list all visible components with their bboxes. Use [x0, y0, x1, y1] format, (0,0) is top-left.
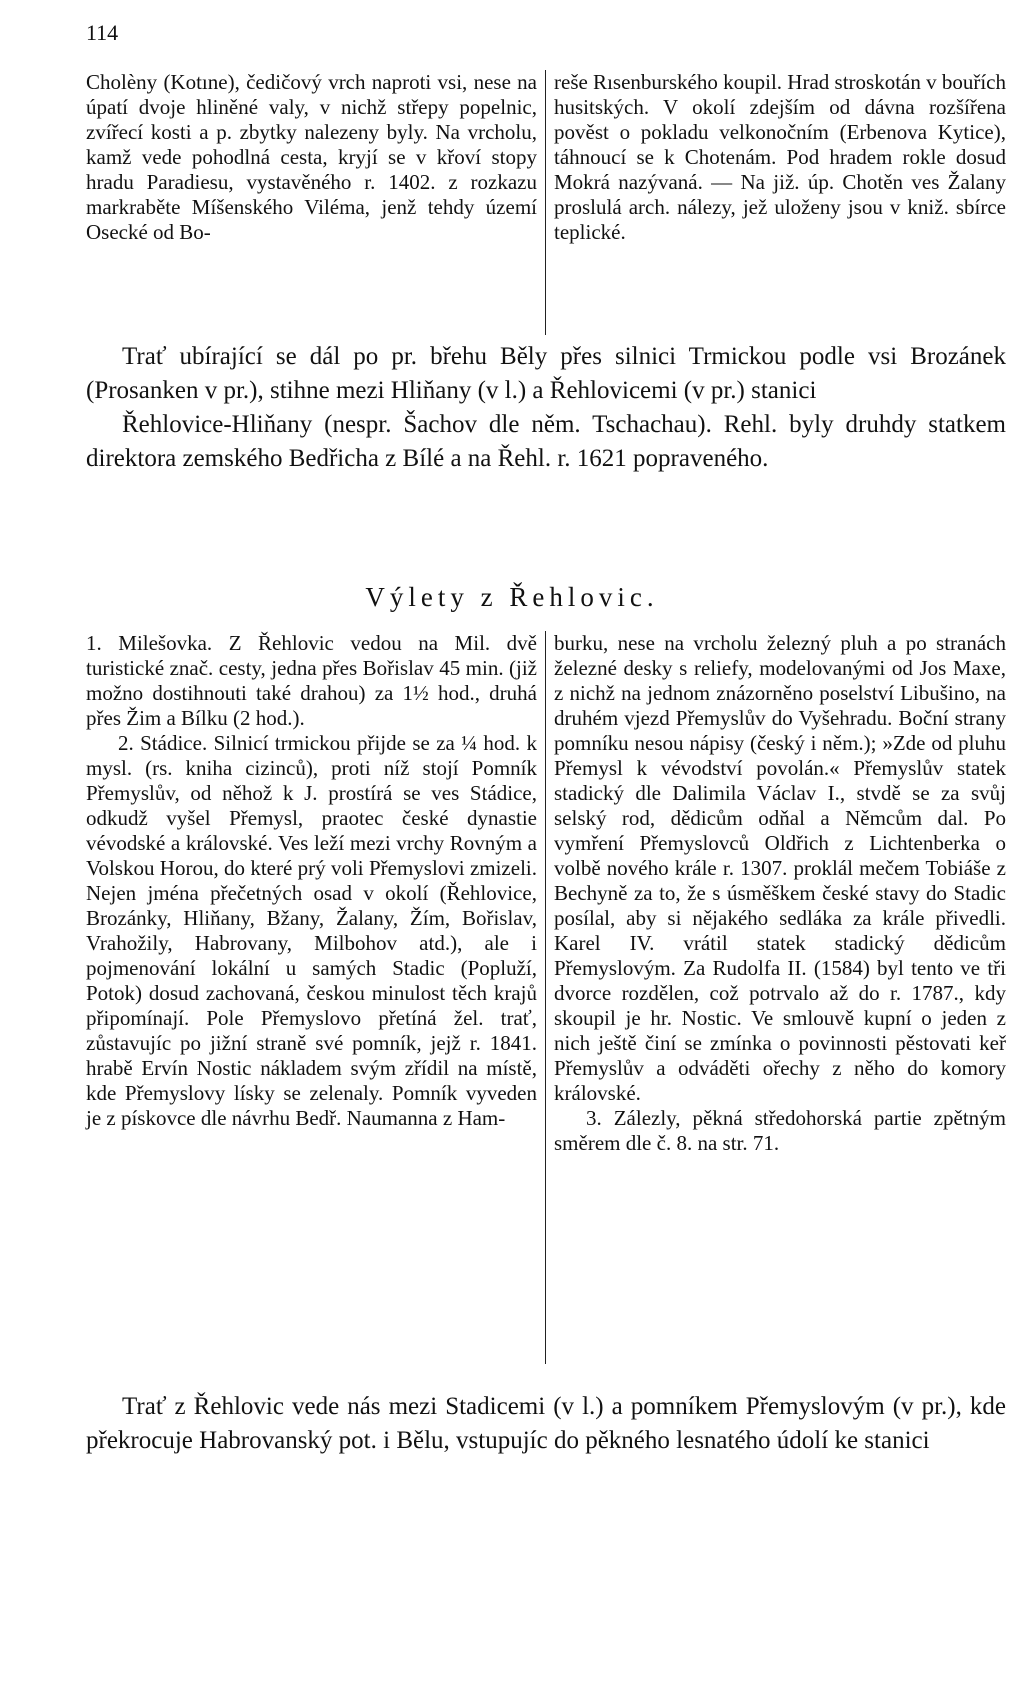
trips-left-column — [86, 631, 546, 1364]
trips-right-column — [546, 631, 1006, 1364]
closing-paragraph: Trať z Řehlovic vede nás mezi Stadicemi (v l.) a pomníkem Přemyslovým (v pr.), kde překrocuje Habrovanský pot. i Bělu, vstupujíc do pěkného lesnatého údolí ke stanici — [86, 1393, 1006, 1454]
cholteny-paragraph: Cholèny (Kotıne), čedičový vrch naproti vsi, nese na úpatí dvoje hliněné valy, v nichž střepy popelnic, zvířecí kosti a p. zbytky nalezeny byly. Na vrcholu, kamž vede pohodlná cesta, kryjí se v křoví stopy hradu Paradiesu, vystavěného r. 1402. z rozkazu markraběte Míšenského Viléma, jenž tehdy území Osecké od Bo- — [86, 70, 537, 244]
castle-paragraph: reše Rısenburského koupil. Hrad stroskotán v bouřích husitských. V okolí zdejším od dávna rozšířena pověst o pokladu velkonočním (Erbenova Kytice), táhnoucí se k Chotenám. Pod hradem rokle dosud Mokrá nazývaná. — Na již. úp. Chotěn ves Žalany proslulá arch. nálezy, jež uloženy jsou v kniž. sbírce teplické. — [554, 70, 1007, 244]
trip-stadice: 2. Stádice. Silnicí trmickou přijde se za ¼ hod. k mysl. (rs. kniha cizinců), proti níž stojí Pomník Přemyslův, od něhož k J. prostírá se ves Stádice, odkudž vyšel Přemysl, praotec české dynastie vévodské a královské. Ves leží mezi vrchy Rovným a Volskou Horou, do které prý voli Přemyslovi zmizeli. Nejen jména přečetných osad v okolí (Řehlovice, Brozánky, Hliňany, Bžany, Žalany, Žím, Bořislav, Vrahožily, Habrovany, Milbohov atd.), ale i pojmenování lokální u samých Stadic (Popluží, Potok) dosud zachovaná, českou minulost těch krajů připomínají. Pole Přemyslovo přetíná žel. trať, zůstavujíc po jižní straně své pomník, jejž r. 1841. hrabě Ervín Nostic nákladem svým zřídil na místě, kde Přemyslovy lísky se zelenaly. Pomník vyveden je z pískovce dle návrhu Bedř. Naumanna z Ham- — [86, 731, 537, 1130]
trip-stadice-continued: burku, nese na vrcholu železný pluh a po stranách železné desky s reliefy, modelovanými od Jos Maxe, z nichž na jednom znázorněno poselství Libušino, na druhém vjezd Přemyslův do Vyšehradu. Boční strany pomníku nesou nápisy (český i něm.); »Zde od pluhu Přemysl k vévodství povolán.« Přemyslův statek stadický dle Dalimila Václav I., stvdě se za svůj selský rod, dědicům odňal a Němcům dal. Po vymření Přemyslovců Oldřich z Lichtenberka o volbě nového krále r. 1307. proklál mečem Tobiáše z Bechyně za to, že s úsměškem české stavy do Stadic posílal, aby si nějakého sedláka za krále přivedli. Karel IV. vrátil statek stadický dědicům Přemyslovým. Za Rudolfa II. (1584) byl tento ve tři dvorce rozdělen, což potrvalo až do r. 1787., kdy skoupil je hr. Nostic. Ve smlouvě kupní o jeden z nich ještě činí se zmínka o povinnosti pěstovati keř Přemyslův a odváděti ořechy z něho do komory královské. — [554, 631, 1006, 1105]
trips-two-column-text — [86, 631, 1006, 1364]
section-title: Výlety z Řehlovic. — [365, 582, 659, 612]
closing-text — [86, 1390, 1006, 1458]
trip-milesovka: 1. Milešovka. Z Řehlovic vedou na Mil. dvě turistické znač. cesty, jedna přes Bořislav 45 min. (již možno dostihnouti také drahou) za 1½ hod., druhá přes Žim a Bílku (2 hod.). — [86, 631, 537, 730]
trip-zalezly: 3. Zálezly, pěkná středohorská partie zpětným směrem dle č. 8. na str. 71. — [554, 1106, 1006, 1155]
route-paragraph: Trať ubírající se dál po pr. břehu Běly přes silnici Trmickou podle vsi Brozánek (Prosanken v pr.), stihne mezi Hliňany (v l.) a Řehlovicemi (v pr.) stanici — [86, 343, 1006, 404]
top-right-column — [546, 70, 1006, 335]
page-number: 114 — [86, 20, 119, 45]
station-paragraph: Řehlovice-Hliňany (nespr. Šachov dle něm. Tschachau). Rehl. byly druhdy statkem direktora zemského Bedřicha z Bílé a na Řehl. r. 1621 popraveného. — [86, 411, 1006, 472]
top-two-column-text — [86, 70, 1006, 335]
route-description — [86, 340, 1006, 476]
top-left-column — [86, 70, 546, 335]
